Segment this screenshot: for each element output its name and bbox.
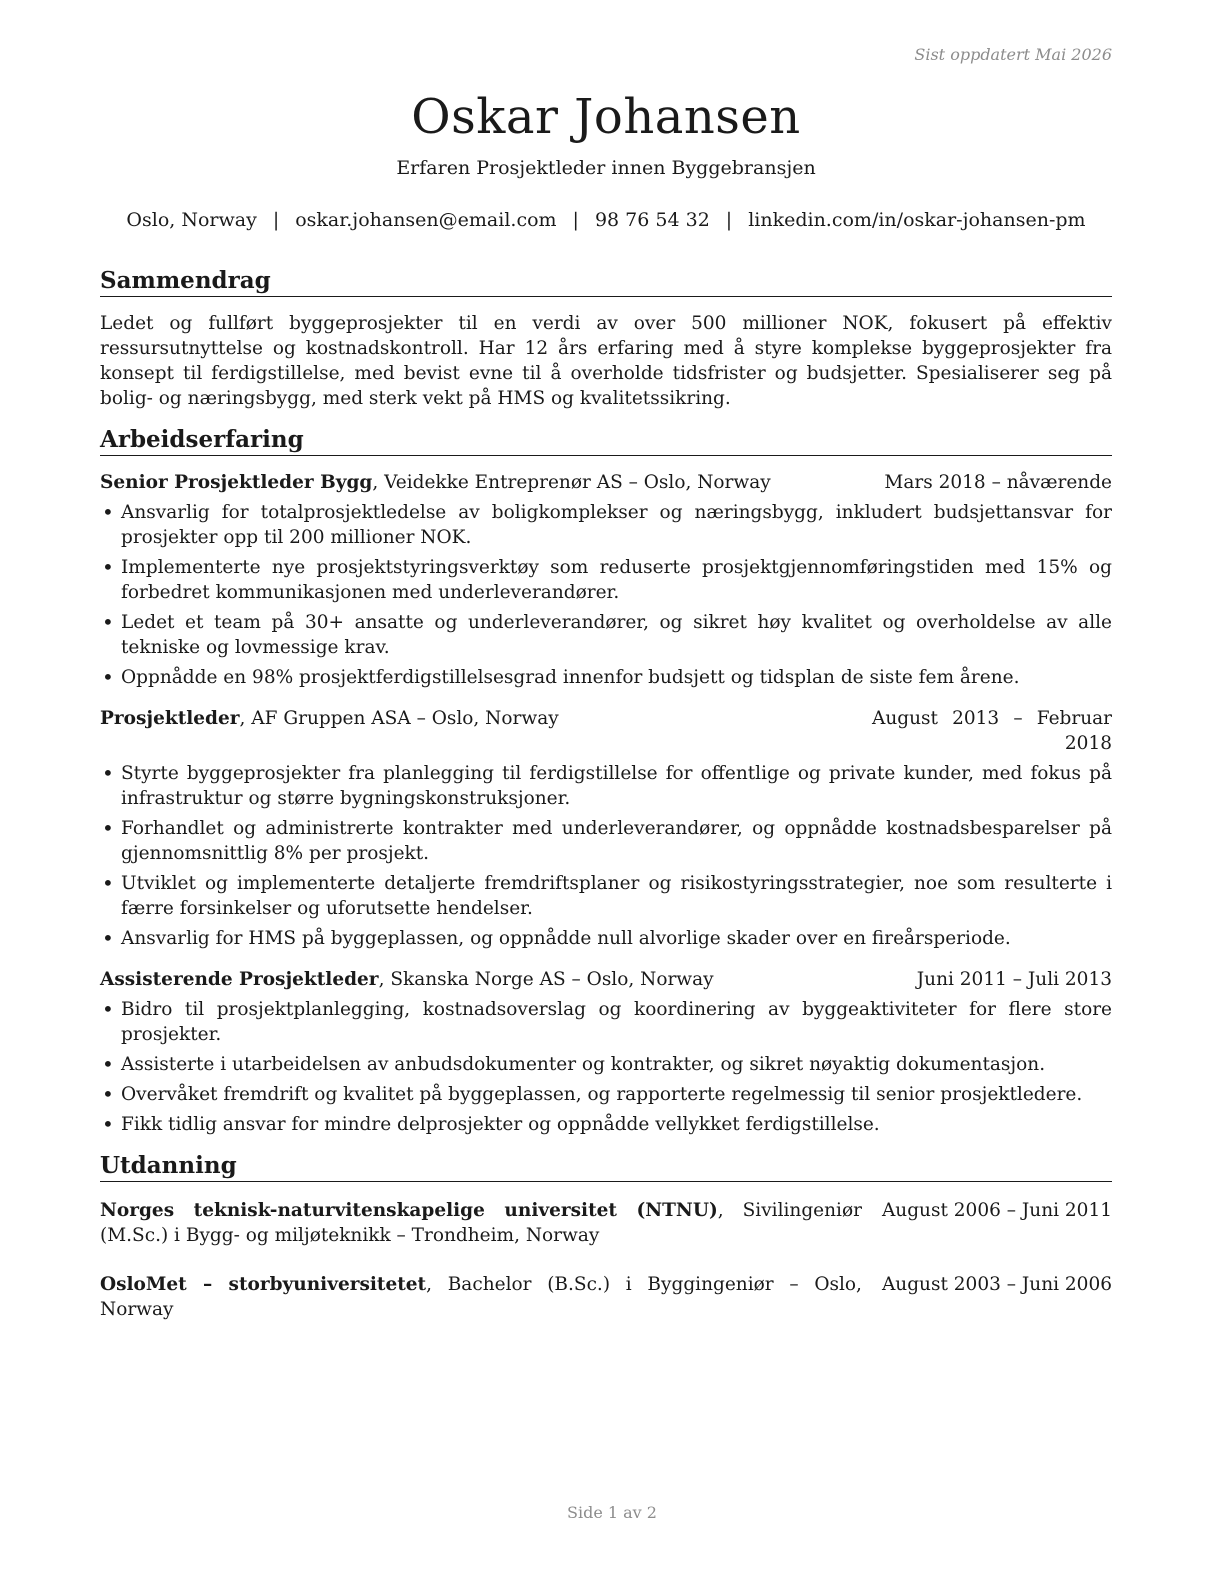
job-bullet: • Implementerte nye prosjektstyringsverktøy som reduserte prosjektgjennomføringstiden med 15% og forbedret kommunikasjonen med underleverandører. [100, 555, 1112, 605]
job-bullets [100, 997, 1112, 1137]
education-header [100, 1272, 1112, 1322]
page-number: Side 1 av 2 [567, 1503, 657, 1522]
job-bullet: • Fikk tidlig ansvar for mindre delprosjekter og oppnådde vellykket ferdigstillelse. [100, 1112, 1112, 1137]
contact-separator: | [272, 209, 280, 231]
job-header [100, 470, 1112, 495]
education-section [100, 1151, 1112, 1322]
candidate-name: Oskar Johansen [411, 89, 801, 145]
job-bullet: • Styrte byggeprosjekter fra planlegging til ferdigstillelse for offentlige og private kunder, med fokus på infrastruktur og større bygningskonstruksjoner. [100, 761, 1112, 811]
job-dates: Juni 2011 – Juli 2013 [916, 969, 1112, 990]
headline: Erfaren Prosjektleder innen Byggebransjen [396, 157, 816, 179]
section-heading-experience: Arbeidserfaring [100, 425, 1112, 456]
contact-email[interactable]: oskar.johansen@email.com [295, 209, 557, 231]
job-bullets [100, 500, 1112, 690]
summary-section [100, 266, 1112, 411]
job-bullet: • Forhandlet og administrerte kontrakter med underleverandører, og oppnådde kostnadsbesparelser på gjennomsnittlig 8% per prosjekt. [100, 816, 1112, 866]
job-company: , AF Gruppen ASA – Oslo, Norway [239, 708, 559, 729]
education-school: OsloMet – storbyuniversitetet [100, 1274, 427, 1295]
contact-linkedin[interactable]: linkedin.com/in/oskar-johansen-pm [748, 209, 1086, 231]
contact-separator: | [572, 209, 579, 231]
job-dates: August 2013 – Februar 2018 [872, 708, 1112, 754]
last-updated: Sist oppdatert Mai 2026 [914, 45, 1112, 64]
job-company: , Skanska Norge AS – Oslo, Norway [378, 969, 714, 990]
education-school: Norges teknisk-naturvitenskapelige universitet (NTNU) [100, 1200, 718, 1221]
job-bullet: • Assisterte i utarbeidelsen av anbudsdokumenter og kontrakter, og sikret nøyaktig dokumentasjon. [100, 1052, 1112, 1077]
job-bullet: • Ansvarlig for totalprosjektledelse av boligkomplekser og næringsbygg, inkludert budsjettansvar for prosjekter opp til 200 millioner NOK. [100, 500, 1112, 550]
job-role: Prosjektleder [100, 708, 240, 729]
education-degree: , Sivilingeniør (M.Sc.) i Bygg- og miljøteknikk – Trondheim, Norway [100, 1200, 862, 1246]
section-heading-summary: Sammendrag [100, 266, 1112, 297]
job-bullet: • Oppnådde en 98% prosjektferdigstillelsesgrad innenfor budsjett og tidsplan de siste fem årene. [100, 665, 1112, 690]
summary-text: Ledet og fullført byggeprosjekter til en verdi av over 500 millioner NOK, fokusert på effektiv ressursutnyttelse og kostnadskontroll. Har 12 års erfaring med å styre komplekse byggeprosjekter fra konsept til ferdigstillelse, med bevist evne til å overholde tidsfrister og budsjetter. Spesialiserer seg på bolig- og næringsbygg, med sterk vekt på HMS og kvalitetssikring. [100, 313, 1112, 409]
job-bullets [100, 761, 1112, 951]
job-bullet: • Ansvarlig for HMS på byggeplassen, og oppnådde null alvorlige skader over en fireårsperiode. [100, 926, 1112, 951]
job-entry [100, 967, 1112, 1137]
job-header [100, 967, 1112, 992]
job-dates: Mars 2018 – nåværende [884, 472, 1112, 493]
contact-location: Oslo, Norway [126, 209, 257, 231]
job-bullet: • Utviklet og implementerte detaljerte fremdriftsplaner og risikostyringsstrategier, noe som resulterte i færre forsinkelser og uforutsette hendelser. [100, 871, 1112, 921]
education-dates: August 2003 – Juni 2006 [881, 1274, 1112, 1295]
job-bullet: • Bidro til prosjektplanlegging, kostnadsoverslag og koordinering av byggeaktiviteter for flere store prosjekter. [100, 997, 1112, 1047]
education-dates: August 2006 – Juni 2011 [881, 1200, 1112, 1221]
job-bullet: • Ledet et team på 30+ ansatte og underleverandører, og sikret høy kvalitet og overholdelse av alle tekniske og lovmessige krav. [100, 610, 1112, 660]
contact-line [100, 208, 1112, 232]
job-company: , Veidekke Entreprenør AS – Oslo, Norway [372, 472, 771, 493]
job-role: Assisterende Prosjektleder [100, 969, 379, 990]
job-header [100, 706, 1112, 756]
job-role: Senior Prosjektleder Bygg [100, 472, 373, 493]
job-entry [100, 706, 1112, 951]
contact-separator: | [725, 209, 733, 231]
education-entry [100, 1272, 1112, 1322]
job-bullet: • Overvåket fremdrift og kvalitet på byggeplassen, og rapporterte regelmessig til senior prosjektledere. [100, 1082, 1112, 1107]
education-degree: , Bachelor (B.Sc.) i Byggingeniør – Oslo, Norway [100, 1274, 862, 1320]
section-heading-education: Utdanning [100, 1151, 1112, 1182]
education-entry [100, 1198, 1112, 1248]
job-entry [100, 470, 1112, 690]
contact-phone: 98 76 54 32 [594, 209, 710, 231]
education-header [100, 1198, 1112, 1248]
experience-section [100, 425, 1112, 1137]
